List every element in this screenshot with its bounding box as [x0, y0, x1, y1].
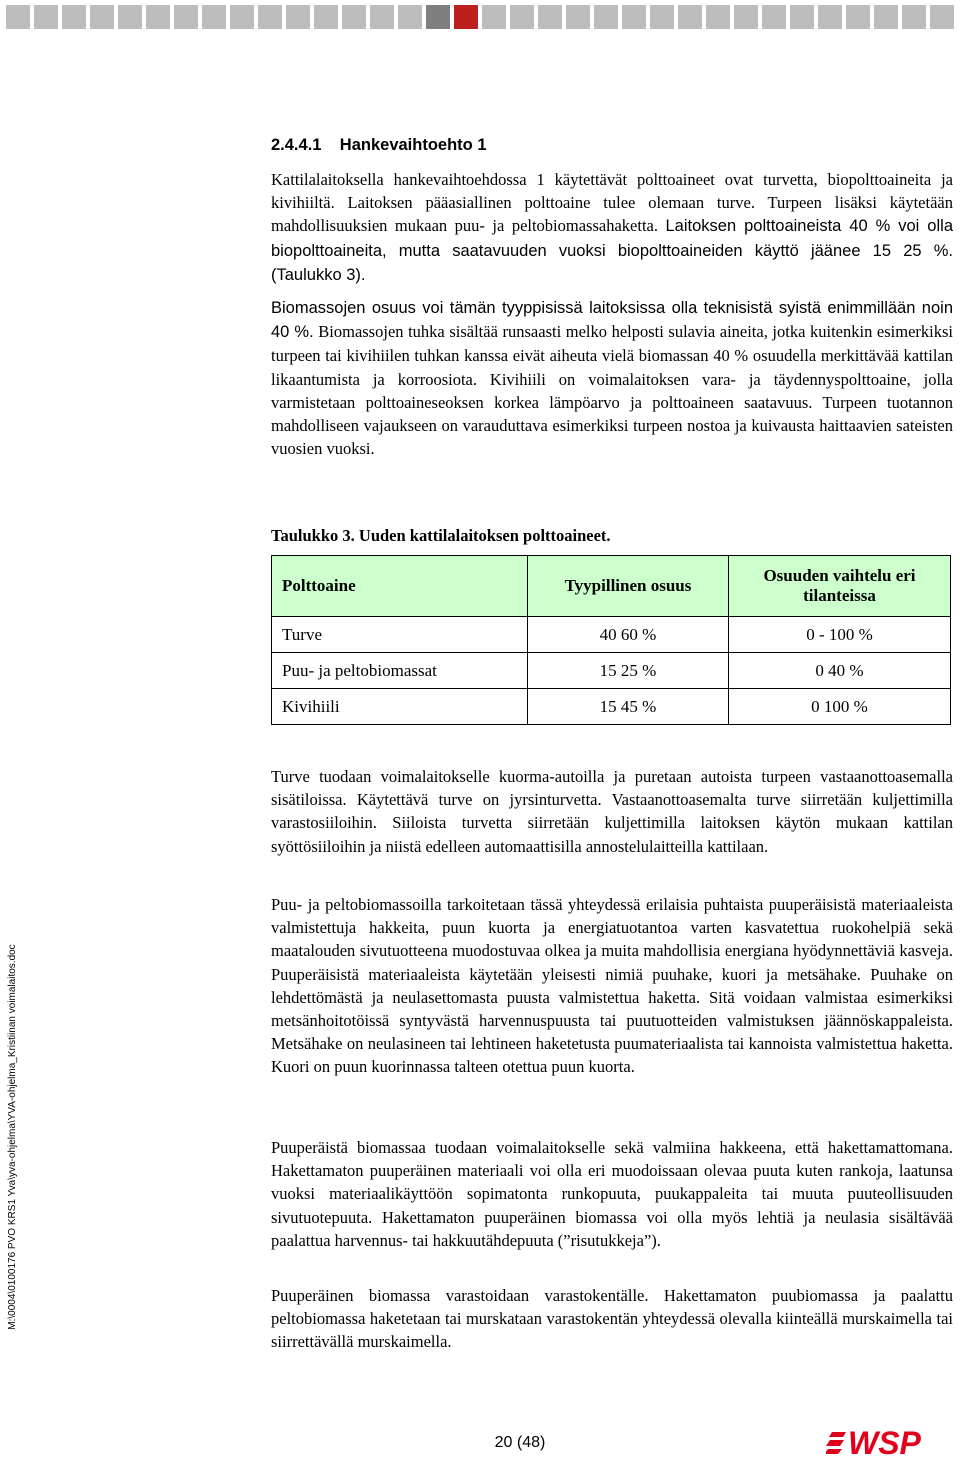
header-square: [566, 5, 590, 29]
table-row: [272, 689, 951, 725]
header-square: [202, 5, 226, 29]
header-square: [314, 5, 338, 29]
header-square: [874, 5, 898, 29]
paragraph-6: Puuperäinen biomassa varastoidaan varastokentälle. Hakettamaton puubiomassa ja paalattu peltobiomassa haketetaan tai murskataan varastokentän yhteydessä olevalla kiinteällä murskaimella tai siirrettävällä murskaimella.: [271, 1286, 953, 1352]
header-square: [678, 5, 702, 29]
header-square: [902, 5, 926, 29]
header-square: [6, 5, 30, 29]
cell-typical: 15 25 %: [528, 653, 729, 689]
table-header-row: [272, 556, 951, 617]
header-square: [146, 5, 170, 29]
header-square: [34, 5, 58, 29]
table-row: [272, 617, 951, 653]
cell-fuel: Kivihiili: [272, 689, 528, 725]
wsp-logo-text: WSP: [848, 1425, 921, 1461]
fuel-table: [271, 555, 951, 725]
header-square: [706, 5, 730, 29]
wsp-logo: [826, 1420, 956, 1462]
header-square: [482, 5, 506, 29]
header-square: [342, 5, 366, 29]
header-square: [454, 5, 478, 29]
table-caption: Taulukko 3. Uuden kattilalaitoksen polttoaineet.: [271, 526, 611, 545]
header-square: [426, 5, 450, 29]
table-row: [272, 653, 951, 689]
header-square: [538, 5, 562, 29]
section-heading: 2.4.4.1 Hankevaihtoehto 1: [271, 136, 487, 154]
cell-fuel: Turve: [272, 617, 528, 653]
page-number: 20 (48): [494, 1434, 546, 1451]
paragraph-2: [271, 296, 953, 460]
header-share-variation: Osuuden vaihtelu eri tilanteissa: [729, 556, 951, 617]
header-square: [398, 5, 422, 29]
header-square: [650, 5, 674, 29]
header-square: [762, 5, 786, 29]
cell-fuel: Puu- ja peltobiomassat: [272, 653, 528, 689]
header-square: [930, 5, 954, 29]
paragraph-1-sans: Laitoksen polttoaineista 40 % voi olla biopolttoaineita, mutta saatavuuden vuoksi biopolttoaineiden käyttö jäänee 15 25 %. (Taulukko 3).: [271, 217, 953, 284]
file-path-label: M:\0004\0100176 PVO KRS1 Yva\yva-ohjelma\YVA-ohjelma_Kristiinan voimalaitos.doc: [7, 944, 18, 1330]
header-square: [258, 5, 282, 29]
wsp-logo-mark: [826, 1432, 846, 1454]
header-square: [790, 5, 814, 29]
header-square: [818, 5, 842, 29]
header-square: [174, 5, 198, 29]
header-square-bar: [0, 5, 960, 29]
paragraph-1-serif: Kattilalaitoksella hankevaihtoehdossa 1 käytettävät polttoaineet ovat turvetta, biopolttoaineita ja kivihiiltä. Laitoksen pääasiallinen polttoaine tulee olemaan turve. Turpeen lisäksi käytetään mahdollisuuksien mukaan puu- ja peltobiomassahaketta.: [271, 170, 953, 236]
cell-variation: 0 40 %: [729, 653, 951, 689]
header-square: [734, 5, 758, 29]
paragraph-4: Puu- ja peltobiomassoilla tarkoitetaan tässä yhteydessä erilaisia puhtaista puuperäisistä materiaaleista valmistettuja hakkeita, puun kuorta ja energiatuotantoa varten kasvatettua ruokohelpiä sekä maatalouden sivutuotteena muodostuvaa olkea ja muita mahdollisia energiana hyödynnettäviä kasveja. Puuperäisistä materiaaleista käytetään yleisesti nimiä puuhake, kuori ja metsähake. Puuhake on lehdettömästä ja neulasettomasta puusta valmistettua haketta. Sitä voidaan valmistaa esimerkiksi metsänhoitotöissä syntyvästä harvennuspuusta tai puutuotteiden valmistuksen jäännöskappaleista. Metsähake on neulasineen tai lehtineen haketetusta puumateriaalista tai kannoista valmistettua haketta. Kuori on puun kuorinnassa talteen otettua puun kuorta.: [271, 895, 953, 1077]
header-square: [90, 5, 114, 29]
cell-typical: 15 45 %: [528, 689, 729, 725]
header-fuel: Polttoaine: [272, 556, 528, 617]
paragraph-1: [271, 168, 953, 287]
header-square: [622, 5, 646, 29]
paragraph-2-sans: Biomassojen osuus voi tämän tyyppisissä laitoksissa olla teknisistä syistä enimmillään noin 40 %.: [271, 299, 953, 342]
header-square: [510, 5, 534, 29]
header-square: [370, 5, 394, 29]
header-square: [118, 5, 142, 29]
header-square: [594, 5, 618, 29]
header-square: [230, 5, 254, 29]
header-square: [846, 5, 870, 29]
cell-variation: 0 - 100 %: [729, 617, 951, 653]
header-typical-share: Tyypillinen osuus: [528, 556, 729, 617]
paragraph-3: Turve tuodaan voimalaitokselle kuorma-autoilla ja puretaan autoista turpeen vastaanottoasemalla sisätiloissa. Käytettävä turve on jyrsinturvetta. Vastaanottoasemalta turve siirretään kuljettimilla varastosiiloihin. Siiloista turvetta siirretään kuljettimilla laitoksen käytön mukaan kattilan syöttösiiloihin ja niistä edelleen automaattisilla annostelulaitteilla kattilaan.: [271, 767, 953, 856]
header-square: [62, 5, 86, 29]
paragraph-2-serif: Biomassojen tuhka sisältää runsaasti melko helposti sulavia aineita, jotka kuitenkin esimerkiksi turpeen tai kivihiilen tuhkan kanssa eivät aiheuta vielä biomassan 40 % osuudella merkittävää kattilan likaantumista ja korroosiota. Kivihiili on voimalaitoksen vara- ja täydennyspolttoaine, jolla varmistetaan polttoaineseoksen korkea lämpöarvo ja polttoaineen saatavuus. Turpeen tuotannon mahdolliseen vajaukseen on varauduttava esimerkiksi turpeen nostoa ja kuivausta haittaavien sateisten vuosien vuoksi.: [271, 322, 953, 459]
paragraph-5: Puuperäistä biomassaa tuodaan voimalaitokselle sekä valmiina hakkeena, että hakettamattomana. Hakettamaton puuperäinen materiaali voi olla eri muodoissaan olevaa puuta kuten rankoja, laatunsa vuoksi materiaalikäyttöön sopimatonta runkopuuta, puukappaleita tai muuta puuteollisuuden sivutuotepuuta. Hakettamaton puuperäinen biomassa voi olla myös lehtiä ja neulasia sisältävää paalattua harvennus- tai hakkuutähdepuuta (”risutukkeja”).: [271, 1138, 953, 1250]
cell-typical: 40 60 %: [528, 617, 729, 653]
header-square: [286, 5, 310, 29]
cell-variation: 0 100 %: [729, 689, 951, 725]
